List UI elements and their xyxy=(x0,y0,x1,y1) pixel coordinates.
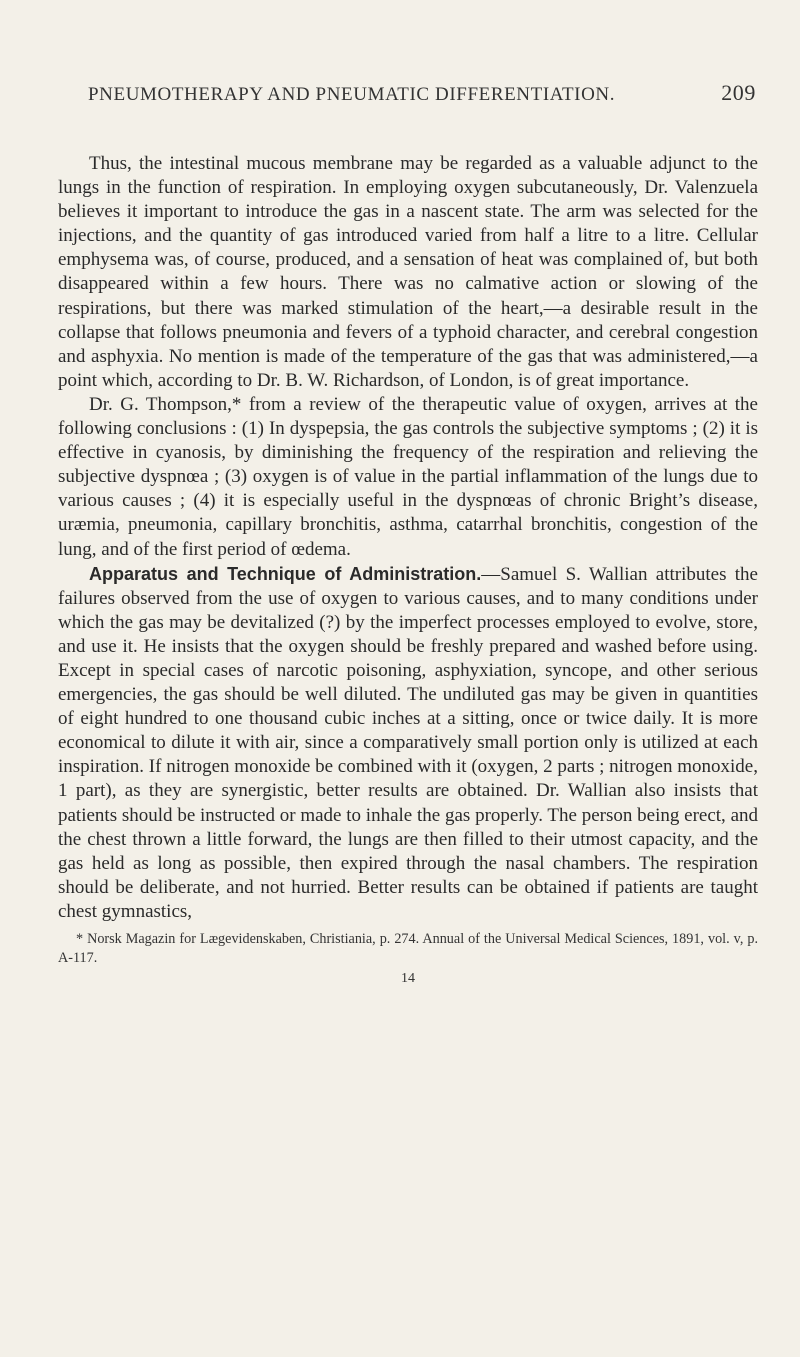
running-title: PNEUMOTHERAPY AND PNEUMATIC DIFFERENTIATION. xyxy=(88,84,616,105)
running-head xyxy=(58,80,758,110)
paragraph-apparatus xyxy=(58,562,758,924)
paragraph-apparatus-text: —Samuel S. Wallian attributes the failures observed from the use of oxygen to various causes, and to many conditions under which the gas may be devitalized (?) by the imperfect processes employed to evolve, store, and use it. He insists that the oxygen should be freshly prepared and washed before using. Except in special cases of narcotic poisoning, asphyxiation, syncope, and other serious emergencies, the gas should be well diluted. The undiluted gas may be given in quantities of eight hundred to one thousand cubic inches at a sitting, once or twice daily. It is more economical to dilute it with air, since a comparatively small portion only is utilized at each inspiration. If nitrogen monoxide be combined with it (oxygen, 2 parts ; nitrogen monoxide, 1 part), as they are synergistic, better results are obtained. Dr. Wallian also insists that patients should be instructed or made to inhale the gas properly. The person being erect, and the chest thrown a little forward, the lungs are then filled to their utmost capacity, and the gas held as long as possible, then expired through the nasal chambers. The respiration should be deliberate, and not hurried. Better results can be obtained if patients are taught chest gymnastics, xyxy=(58,563,758,922)
paragraph-valenzuela: Thus, the intestinal mucous membrane may be regarded as a valuable adjunct to the lungs in the function of respiration. In employing oxygen subcutaneously, Dr. Valenzuela believes it important to introduce the gas in a nascent state. The arm was selected for the injections, and the quantity of gas introduced varied from half a litre to a litre. Cellular emphysema was, of course, produced, and a sensation of heat was complained of, but both disappeared within a few hours. There was no calmative action or slowing of the respirations, but there was marked stimulation of the heart,—a desirable result in the collapse that follows pneumonia and fevers of a typhoid character, and cerebral congestion and asphyxia. No mention is made of the temperature of the gas that was administered,—a point which, according to Dr. B. W. Richardson, of London, is of great importance. xyxy=(58,153,758,391)
paragraph-thompson: Dr. G. Thompson,* from a review of the therapeutic value of oxygen, arrives at the following conclusions : (1) In dyspepsia, the gas controls the subjective symptoms ; (2) it is effective in cyanosis, by diminishing the frequency of the respiration and relieving the subjective dyspnœa ; (3) oxygen is of value in the partial inflammation of the lungs due to various causes ; (4) it is especially useful in the dyspnœas of chronic Bright’s disease, uræmia, pneumonia, capillary bronchitis, asthma, catarrhal bronchitis, congestion of the lung, and of the first period of œdema. xyxy=(58,393,758,560)
section-heading: Apparatus and Technique of Administration. xyxy=(89,563,482,584)
body-text xyxy=(58,152,758,924)
page xyxy=(58,80,758,987)
footnote: * Norsk Magazin for Lægevidenskaben, Christiania, p. 274. Annual of the Universal Medical Sciences, 1891, vol. v, p. A-117. xyxy=(58,931,758,966)
signature-mark: 14 xyxy=(401,971,415,986)
page-number: 209 xyxy=(721,80,756,105)
